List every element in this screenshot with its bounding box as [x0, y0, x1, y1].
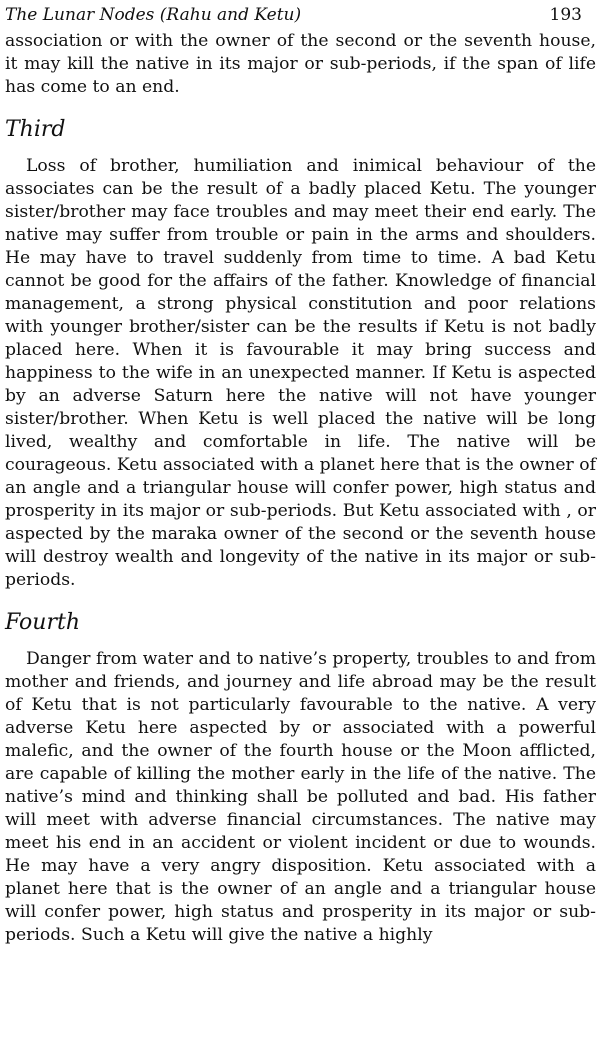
section-heading-fourth: Fourth [5, 610, 81, 635]
running-head [5, 0, 596, 30]
running-head-title: The Lunar Nodes (Rahu and Ketu) [5, 5, 302, 25]
section-paragraph-fourth: Danger from water and to native’s property, troubles to and from mother and friends, and journey and life abroad may be the result of Ketu that is not particularly favourable to the native. A very adverse Ketu here aspected by or associated with a powerful malefic, and the owner of the fourth house or the Moon afflicted, are capable of killing the mother early in the life of the native. The native’s mind and thinking shall be polluted and bad. His father will meet with adverse financial circumstances. The native may meet his end in an accident or violent incident or due to wounds. He may have a very angry disposition. Ketu associated with a planet here that is the owner of an angle and a triangular house will confer power, high status and prosperity in its major or sub-periods. Such a Ketu will give the native a highly [5, 649, 596, 945]
section-paragraph-third: Loss of brother, humiliation and inimical behaviour of the associates can be the result of a badly placed Ketu. The younger sister/brother may face troubles and may meet their end early. The native may suffer from trouble or pain in the arms and shoulders. He may have to travel suddenly from time to time. A bad Ketu cannot be good for the affairs of the father. Knowledge of financial management, a strong physical constitution and poor relations with younger brother/sister can be the results if Ketu is not badly placed here. When it is favourable it may bring success and happiness to the wife in an unexpected manner. If Ketu is aspected by an adverse Saturn here the native will not have younger sister/brother. When Ketu is well placed the native will be long lived, wealthy and comfortable in life. The native will be courageous. Ketu associated with a planet here that is the owner of an angle and a triangular house will confer power, high status and prosperity in its major or sub-periods. But Ketu associated with , or aspected by the maraka owner of the second or the seventh house will destroy wealth and longevity of the native in its major or sub-periods. [5, 156, 596, 590]
continuation-paragraph: association or with the owner of the second or the seventh house, it may kill the native in its major or sub-periods, if the span of life has come to an end. [5, 31, 596, 97]
section-heading-third: Third [5, 117, 66, 142]
page-number: 193 [549, 5, 582, 25]
page-body [5, 30, 596, 947]
